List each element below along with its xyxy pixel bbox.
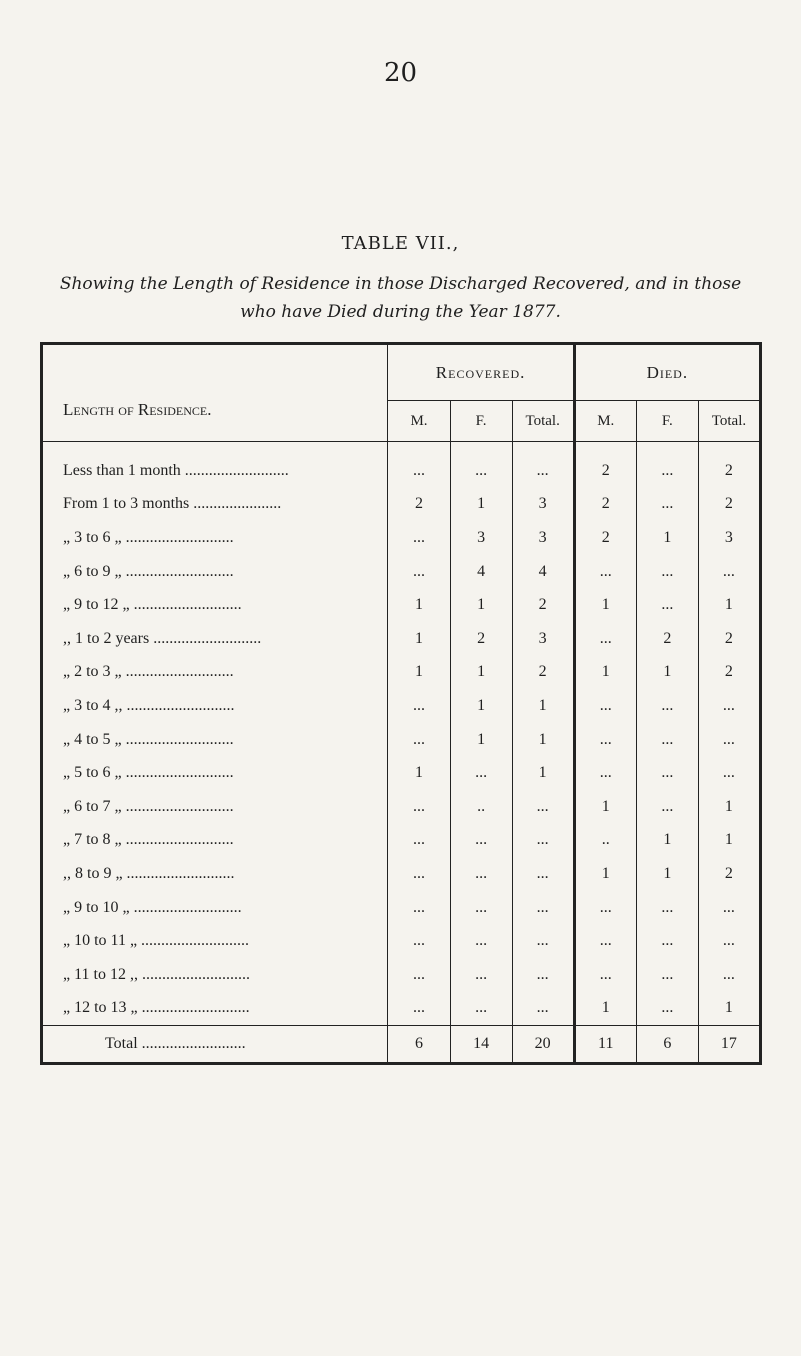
recovered-male-cell: 1	[388, 656, 450, 690]
recovered-male-cell: ...	[388, 790, 450, 824]
recovered-female-cell: ...	[450, 756, 512, 790]
table-row	[42, 656, 761, 690]
died-male-cell: ...	[574, 622, 636, 656]
died-total-cell: 2	[698, 656, 760, 690]
recovered-total-cell: 1	[512, 723, 574, 757]
table-row	[42, 521, 761, 555]
row-label: „ 11 to 12 ,, ...........................	[63, 965, 250, 983]
died-female-cell: 1	[636, 521, 698, 555]
row-label: Less than 1 month ..........................	[63, 461, 289, 479]
died-male-cell: 1	[574, 992, 636, 1026]
died-male-cell: 2	[574, 488, 636, 522]
table-title: TABLE VII.,	[341, 233, 460, 254]
recovered-male-cell: ...	[388, 958, 450, 992]
recovered-male-header: M.	[388, 401, 450, 442]
recovered-female-cell: 1	[450, 656, 512, 690]
recovered-total-cell: 3	[512, 521, 574, 555]
recovered-total-cell: 20	[512, 1026, 574, 1064]
died-male-cell: ...	[574, 891, 636, 925]
died-female-cell: ...	[636, 555, 698, 589]
recovered-male-cell: ...	[388, 442, 450, 488]
recovered-male-cell: ...	[388, 521, 450, 555]
recovered-male-cell: ...	[388, 891, 450, 925]
died-header: Died.	[574, 344, 760, 401]
recovered-total-cell: 1	[512, 756, 574, 790]
died-total-cell: ...	[698, 891, 760, 925]
died-total-cell: 3	[698, 521, 760, 555]
recovered-total-cell: ...	[512, 442, 574, 488]
died-male-cell: 1	[574, 857, 636, 891]
died-female-cell: ...	[636, 891, 698, 925]
recovered-female-cell: 2	[450, 622, 512, 656]
died-total-cell: ...	[698, 689, 760, 723]
table-row	[42, 689, 761, 723]
died-female-cell: ...	[636, 689, 698, 723]
died-male-cell: ...	[574, 689, 636, 723]
died-total-cell: ...	[698, 924, 760, 958]
died-female-cell: ...	[636, 958, 698, 992]
recovered-total-cell: ...	[512, 824, 574, 858]
row-label: ,, 1 to 2 years ...........................	[63, 629, 262, 647]
table-row	[42, 622, 761, 656]
length-of-residence-header: Length of Residence.	[42, 344, 388, 442]
table-row	[42, 924, 761, 958]
died-total-cell: ...	[698, 958, 760, 992]
recovered-male-cell: ...	[388, 723, 450, 757]
died-male-cell: ..	[574, 824, 636, 858]
table-row	[42, 555, 761, 589]
row-label: From 1 to 3 months ......................	[63, 495, 282, 513]
row-label: ,, 8 to 9 „ ...........................	[63, 864, 235, 882]
table-row	[42, 790, 761, 824]
recovered-female-cell: 3	[450, 521, 512, 555]
died-female-cell: ...	[636, 723, 698, 757]
died-total-header: Total.	[698, 401, 760, 442]
table-row	[42, 723, 761, 757]
died-total-cell: 1	[698, 824, 760, 858]
total-label: Total ..........................	[42, 1026, 388, 1064]
row-label: „ 3 to 6 „ ...........................	[63, 528, 234, 546]
row-label: „ 3 to 4 ,, ...........................	[63, 696, 235, 714]
recovered-female-cell: 1	[450, 723, 512, 757]
died-male-header: M.	[574, 401, 636, 442]
row-label: „ 6 to 7 „ ...........................	[63, 797, 234, 815]
recovered-male-cell: ...	[388, 992, 450, 1026]
total-row	[42, 1026, 761, 1064]
died-male-cell: 11	[574, 1026, 636, 1064]
died-total-cell: ...	[698, 555, 760, 589]
recovered-total-cell: 3	[512, 488, 574, 522]
died-male-cell: ...	[574, 723, 636, 757]
died-total-cell: 2	[698, 442, 760, 488]
table-row	[42, 442, 761, 488]
died-female-cell: ...	[636, 992, 698, 1026]
recovered-female-cell: ...	[450, 442, 512, 488]
died-female-cell: ...	[636, 488, 698, 522]
recovered-female-cell: ...	[450, 924, 512, 958]
recovered-female-cell: ...	[450, 891, 512, 925]
recovered-total-cell: ...	[512, 992, 574, 1026]
row-label: „ 9 to 12 „ ...........................	[63, 596, 242, 614]
table-row	[42, 756, 761, 790]
died-female-cell: 1	[636, 857, 698, 891]
died-male-cell: 2	[574, 521, 636, 555]
recovered-male-cell: ...	[388, 824, 450, 858]
recovered-female-cell: ...	[450, 857, 512, 891]
died-total-cell: 2	[698, 622, 760, 656]
recovered-female-cell: ...	[450, 992, 512, 1026]
recovered-male-cell: 6	[388, 1026, 450, 1064]
recovered-total-cell: ...	[512, 790, 574, 824]
recovered-male-cell: 1	[388, 756, 450, 790]
table-row	[42, 958, 761, 992]
recovered-female-cell: 14	[450, 1026, 512, 1064]
row-label: „ 6 to 9 „ ...........................	[63, 562, 234, 580]
recovered-female-cell: ..	[450, 790, 512, 824]
subtitle-line-1: Showing the Length of Residence in those Discharged Recovered, and in those	[59, 274, 742, 294]
died-total-cell: ...	[698, 723, 760, 757]
recovered-header: Recovered.	[388, 344, 574, 401]
died-female-cell: ...	[636, 790, 698, 824]
subtitle-line-2: who have Died during the Year 1877.	[240, 302, 561, 322]
table-row	[42, 891, 761, 925]
died-total-cell: 1	[698, 588, 760, 622]
recovered-total-cell: 2	[512, 588, 574, 622]
died-female-cell: 1	[636, 824, 698, 858]
died-female-cell: ...	[636, 924, 698, 958]
died-total-cell: 2	[698, 857, 760, 891]
table-body	[42, 442, 761, 1064]
died-total-cell: 17	[698, 1026, 760, 1064]
recovered-male-cell: 1	[388, 622, 450, 656]
died-female-header: F.	[636, 401, 698, 442]
died-total-cell: ...	[698, 756, 760, 790]
died-female-cell: 2	[636, 622, 698, 656]
recovered-female-cell: ...	[450, 958, 512, 992]
recovered-total-cell: ...	[512, 891, 574, 925]
recovered-female-header: F.	[450, 401, 512, 442]
died-male-cell: ...	[574, 924, 636, 958]
recovered-total-cell: ...	[512, 958, 574, 992]
recovered-female-cell: 1	[450, 689, 512, 723]
table-row	[42, 488, 761, 522]
row-label: „ 5 to 6 „ ...........................	[63, 764, 234, 782]
row-label: „ 10 to 11 „ ...........................	[63, 932, 250, 950]
recovered-male-cell: 1	[388, 588, 450, 622]
residence-table	[40, 342, 762, 1065]
died-male-cell: 1	[574, 790, 636, 824]
page-number: 20	[383, 58, 418, 88]
died-male-cell: 1	[574, 656, 636, 690]
died-total-cell: 1	[698, 992, 760, 1026]
recovered-female-cell: ...	[450, 824, 512, 858]
died-total-cell: 1	[698, 790, 760, 824]
died-male-cell: 1	[574, 588, 636, 622]
recovered-total-cell: 4	[512, 555, 574, 589]
recovered-male-cell: 2	[388, 488, 450, 522]
recovered-male-cell: ...	[388, 857, 450, 891]
table-row	[42, 992, 761, 1026]
recovered-male-cell: ...	[388, 689, 450, 723]
died-female-cell: 1	[636, 656, 698, 690]
row-label: „ 2 to 3 „ ...........................	[63, 663, 234, 681]
recovered-female-cell: 1	[450, 588, 512, 622]
table-row	[42, 824, 761, 858]
died-male-cell: ...	[574, 958, 636, 992]
row-label: „ 9 to 10 „ ...........................	[63, 898, 242, 916]
died-female-cell: ...	[636, 588, 698, 622]
died-female-cell: ...	[636, 756, 698, 790]
died-total-cell: 2	[698, 488, 760, 522]
row-label: „ 4 to 5 „ ...........................	[63, 730, 234, 748]
died-male-cell: 2	[574, 442, 636, 488]
table-row	[42, 588, 761, 622]
row-label: „ 12 to 13 „ ...........................	[63, 999, 250, 1017]
recovered-total-cell: 3	[512, 622, 574, 656]
table-subtitle	[0, 270, 801, 326]
recovered-female-cell: 4	[450, 555, 512, 589]
died-female-cell: 6	[636, 1026, 698, 1064]
row-label: „ 7 to 8 „ ...........................	[63, 831, 234, 849]
recovered-female-cell: 1	[450, 488, 512, 522]
recovered-total-cell: 2	[512, 656, 574, 690]
recovered-total-cell: ...	[512, 857, 574, 891]
died-female-cell: ...	[636, 442, 698, 488]
table-row	[42, 857, 761, 891]
recovered-total-cell: 1	[512, 689, 574, 723]
recovered-male-cell: ...	[388, 924, 450, 958]
recovered-male-cell: ...	[388, 555, 450, 589]
recovered-total-header: Total.	[512, 401, 574, 442]
died-male-cell: ...	[574, 555, 636, 589]
recovered-total-cell: ...	[512, 924, 574, 958]
died-male-cell: ...	[574, 756, 636, 790]
